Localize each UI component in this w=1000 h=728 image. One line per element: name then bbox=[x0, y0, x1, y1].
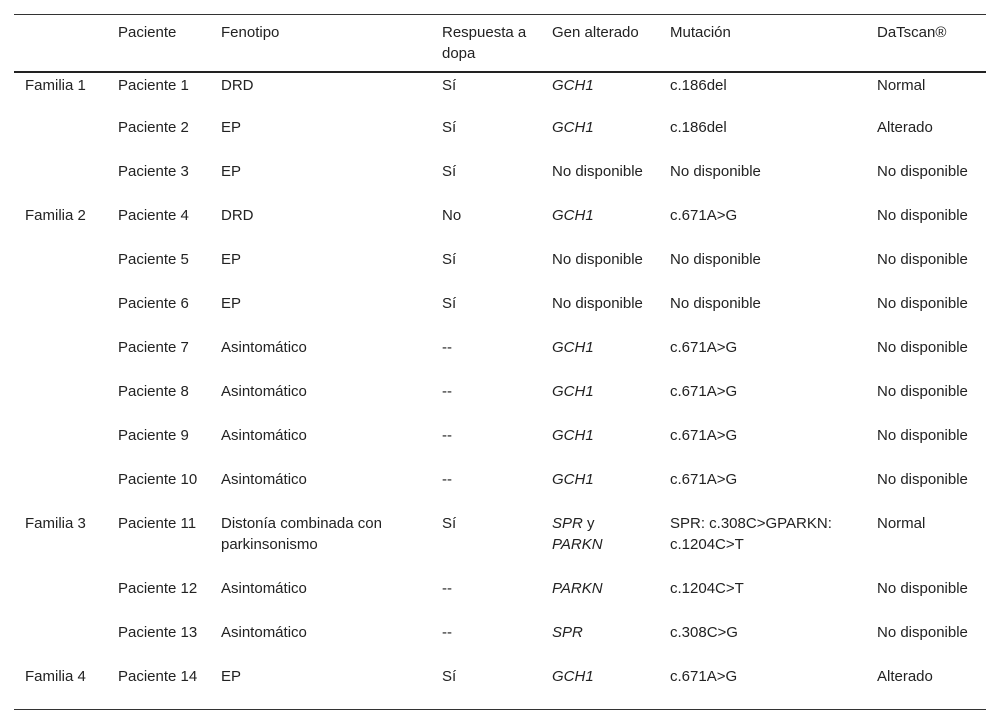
cell-paciente: Paciente 2 bbox=[118, 119, 189, 136]
cell-paciente: Paciente 3 bbox=[118, 163, 189, 180]
cell-familia bbox=[14, 248, 107, 292]
cell-paciente: Paciente 1 bbox=[118, 77, 189, 94]
cell-fenotipo: EP bbox=[221, 668, 242, 685]
table-row bbox=[14, 577, 986, 621]
cell-respuesta: Sí bbox=[442, 163, 457, 180]
gene-conjunction: y bbox=[582, 515, 595, 532]
header-datscan: DaTscan® bbox=[877, 24, 947, 41]
cell-mutacion: c.671A>G bbox=[670, 383, 738, 400]
cell-datscan: No disponible bbox=[877, 580, 968, 597]
cell-mutacion: c.186del bbox=[670, 77, 727, 94]
cell-paciente: Paciente 12 bbox=[118, 580, 198, 597]
cell-mutacion: No disponible bbox=[670, 295, 761, 312]
header-gen-alterado: Gen alterado bbox=[552, 24, 639, 41]
table-row bbox=[14, 292, 986, 336]
cell-respuesta: -- bbox=[442, 339, 452, 356]
cell-mutacion: c.1204C>T bbox=[670, 580, 744, 597]
cell-mutacion: c.308C>G bbox=[670, 624, 738, 641]
table-row bbox=[14, 248, 986, 292]
cell-paciente: Paciente 7 bbox=[118, 339, 189, 356]
table-row bbox=[14, 204, 986, 248]
cell-datscan: No disponible bbox=[877, 471, 968, 488]
cell-datscan: No disponible bbox=[877, 251, 968, 268]
cell-fenotipo: Distonía combinada con parkinsonismo bbox=[221, 515, 382, 553]
table-row bbox=[14, 468, 986, 512]
cell-mutacion: c.671A>G bbox=[670, 207, 738, 224]
cell-mutacion: c.186del bbox=[670, 119, 727, 136]
cell-familia bbox=[14, 292, 107, 336]
cell-familia: Familia 3 bbox=[25, 515, 86, 532]
table-row bbox=[14, 380, 986, 424]
cell-fenotipo: EP bbox=[221, 295, 242, 312]
cell-datscan: No disponible bbox=[877, 383, 968, 400]
cell-fenotipo: DRD bbox=[221, 207, 254, 224]
cell-familia bbox=[14, 160, 107, 204]
cell-mutacion: c.671A>G bbox=[670, 471, 738, 488]
cell-respuesta: Sí bbox=[442, 77, 457, 94]
cell-respuesta: No bbox=[442, 207, 462, 224]
cell-gen: GCH1 bbox=[552, 383, 594, 400]
cell-respuesta: -- bbox=[442, 383, 452, 400]
header-mutacion: Mutación bbox=[670, 24, 731, 41]
cell-datscan: No disponible bbox=[877, 163, 968, 180]
cell-gen: GCH1 bbox=[552, 427, 594, 444]
cell-gen: GCH1 bbox=[552, 207, 594, 224]
table-row bbox=[14, 512, 986, 577]
cell-paciente: Paciente 14 bbox=[118, 668, 198, 685]
cell-paciente: Paciente 6 bbox=[118, 295, 189, 312]
cell-gen: GCH1 bbox=[552, 339, 594, 356]
cell-fenotipo: Asintomático bbox=[221, 624, 307, 641]
cell-fenotipo: Asintomático bbox=[221, 383, 307, 400]
cell-respuesta: -- bbox=[442, 580, 452, 597]
cell-familia bbox=[14, 380, 107, 424]
header-fenotipo: Fenotipo bbox=[221, 24, 280, 41]
cell-fenotipo: EP bbox=[221, 251, 242, 268]
cell-gen: GCH1 bbox=[552, 119, 594, 136]
cell-familia bbox=[14, 468, 107, 512]
genetics-table-container bbox=[14, 14, 986, 710]
cell-respuesta: Sí bbox=[442, 515, 457, 532]
table-header-row bbox=[14, 15, 986, 73]
cell-fenotipo: EP bbox=[221, 163, 242, 180]
cell-respuesta: -- bbox=[442, 624, 452, 641]
gene-parkn: PARKN bbox=[552, 536, 603, 553]
cell-mutacion: No disponible bbox=[670, 163, 761, 180]
cell-paciente: Paciente 4 bbox=[118, 207, 189, 224]
gene-spr: SPR bbox=[552, 515, 583, 532]
cell-gen: PARKN bbox=[552, 580, 603, 597]
cell-datscan: No disponible bbox=[877, 339, 968, 356]
cell-gen: GCH1 bbox=[552, 668, 594, 685]
cell-familia bbox=[14, 336, 107, 380]
cell-paciente: Paciente 13 bbox=[118, 624, 198, 641]
patients-genetics-table bbox=[14, 14, 986, 710]
header-paciente: Paciente bbox=[118, 24, 177, 41]
cell-gen: No disponible bbox=[552, 295, 643, 312]
cell-respuesta: -- bbox=[442, 471, 452, 488]
cell-gen: GCH1 bbox=[552, 471, 594, 488]
cell-datscan: No disponible bbox=[877, 207, 968, 224]
cell-familia: Familia 4 bbox=[25, 668, 86, 685]
cell-respuesta: Sí bbox=[442, 295, 457, 312]
cell-datscan: Alterado bbox=[877, 119, 933, 136]
cell-familia: Familia 2 bbox=[25, 207, 86, 224]
cell-paciente: Paciente 8 bbox=[118, 383, 189, 400]
cell-familia: Familia 1 bbox=[25, 77, 86, 94]
cell-datscan: No disponible bbox=[877, 427, 968, 444]
table-row bbox=[14, 621, 986, 665]
cell-familia bbox=[14, 116, 107, 160]
cell-paciente: Paciente 5 bbox=[118, 251, 189, 268]
cell-datscan: Alterado bbox=[877, 668, 933, 685]
cell-fenotipo: Asintomático bbox=[221, 427, 307, 444]
cell-fenotipo: DRD bbox=[221, 77, 254, 94]
cell-datscan: No disponible bbox=[877, 295, 968, 312]
cell-paciente: Paciente 11 bbox=[118, 515, 197, 532]
cell-respuesta: Sí bbox=[442, 251, 457, 268]
cell-fenotipo: EP bbox=[221, 119, 242, 136]
cell-gen: No disponible bbox=[552, 251, 643, 268]
cell-familia bbox=[14, 621, 107, 665]
cell-familia bbox=[14, 577, 107, 621]
cell-paciente: Paciente 10 bbox=[118, 471, 198, 488]
cell-datscan: Normal bbox=[877, 77, 926, 94]
cell-gen bbox=[541, 512, 659, 577]
table-row bbox=[14, 336, 986, 380]
header-respuesta-dopa: Respuesta a dopa bbox=[442, 24, 527, 62]
cell-gen: GCH1 bbox=[552, 77, 594, 94]
table-row bbox=[14, 665, 986, 709]
cell-respuesta: Sí bbox=[442, 668, 457, 685]
cell-mutacion: No disponible bbox=[670, 251, 761, 268]
table-row bbox=[14, 72, 986, 116]
cell-respuesta: Sí bbox=[442, 119, 457, 136]
cell-fenotipo: Asintomático bbox=[221, 580, 307, 597]
cell-respuesta: -- bbox=[442, 427, 452, 444]
cell-datscan: Normal bbox=[877, 515, 926, 532]
table-row bbox=[14, 160, 986, 204]
cell-mutacion: c.671A>G bbox=[670, 668, 738, 685]
cell-mutacion: c.671A>G bbox=[670, 427, 738, 444]
cell-mutacion: SPR: c.308C>GPARKN: c.1204C>T bbox=[670, 515, 832, 553]
cell-gen: No disponible bbox=[552, 163, 643, 180]
header-familia bbox=[14, 15, 107, 73]
cell-datscan: No disponible bbox=[877, 624, 968, 641]
cell-familia bbox=[14, 424, 107, 468]
cell-mutacion: c.671A>G bbox=[670, 339, 738, 356]
cell-fenotipo: Asintomático bbox=[221, 339, 307, 356]
cell-fenotipo: Asintomático bbox=[221, 471, 307, 488]
cell-paciente: Paciente 9 bbox=[118, 427, 189, 444]
cell-gen: SPR bbox=[552, 624, 583, 641]
table-row bbox=[14, 424, 986, 468]
table-row bbox=[14, 116, 986, 160]
